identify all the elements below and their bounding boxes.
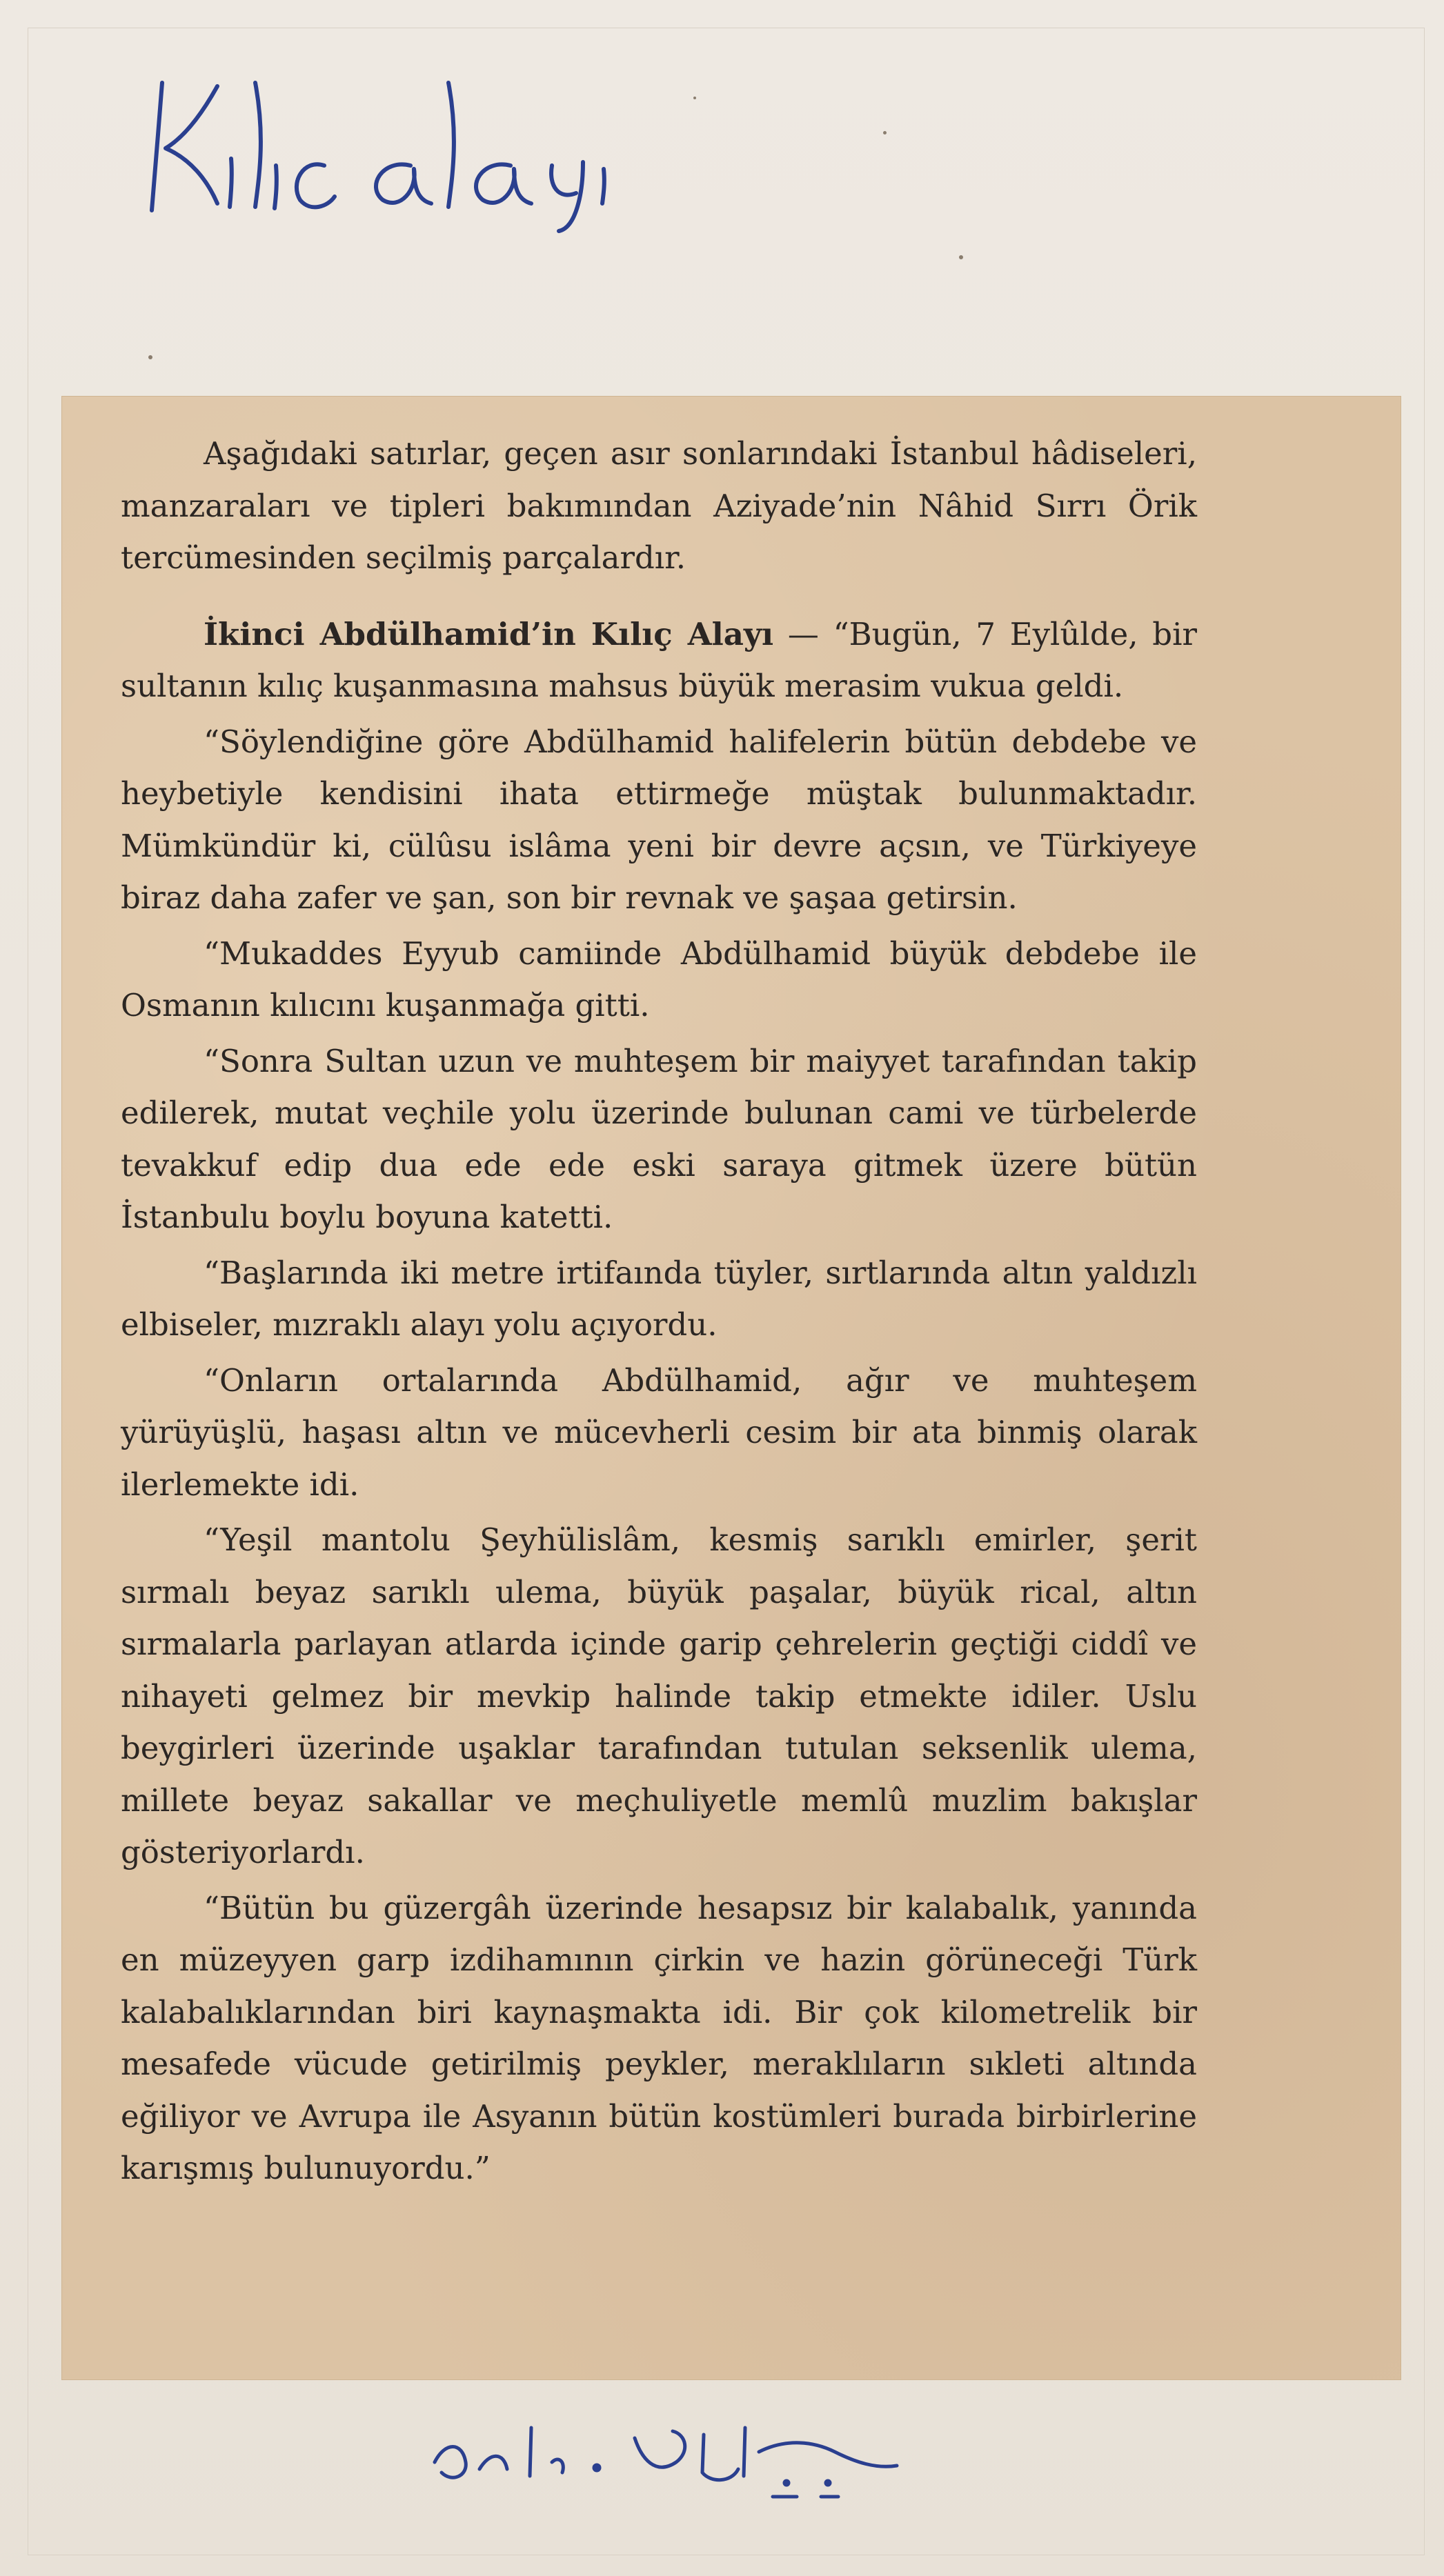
article-paragraph: “Mukaddes Eyyub camiinde Abdülhamid büyük debdebe ile Osmanın kılıcını kuşanmağa gitti.: [121, 935, 1197, 1024]
article-paragraph-1-text: — “Bugün, 7 Eylûlde, bir sultanın kılıç kuşanmasına mahsus büyük merasim vukua geldi.: [121, 615, 1197, 704]
article-paragraph: “Başlarında iki metre irtifaında tüyler, sırtlarında altın yaldızlı elbiseler, mızraklı alayı yolu açıyordu.: [121, 1254, 1197, 1343]
article-paragraph: “Bütün bu güzergâh üzerinde hesapsız bir kalabalık, yanında en müzeyyen garp izdihamının çirkin ve hazin görüneceği Türk kalabalıklarından biri kaynaşmakta idi. Bir çok kilometrelik bir mesafede vücude getirilmiş peykler, meraklıların sıkleti altında eğiliyor ve Avrupa ile Asyanın bütün kostümleri burada birbirlerine karışmış bulunuyordu.”: [121, 1889, 1197, 2186]
article-paragraph: “Söylendiğine göre Abdülhamid halifelerin bütün debdebe ve heybetiyle kendisini ihata ettirmeğe müştak bulunmaktadır. Mümkündür ki, cülûsu islâma yeni bir devre açsın, ve Türkiyeye biraz daha zafer ve şan, son bir revnak ve şaşaa getirsin.: [121, 723, 1197, 916]
article-heading: İkinci Abdülhamid’in Kılıç Alayı: [204, 615, 774, 652]
article-paragraph-1: [121, 608, 1197, 712]
scan-speck: [883, 131, 887, 134]
article-paragraph: “Sonra Sultan uzun ve muhteşem bir maiyyet tarafından takip edilerek, mutat veçhile yolu üzerinde bulunan cami ve türbelerde tevakkuf edip dua ede ede eski saraya gitmek üzere bütün İstanbulu boylu boyuna katetti.: [121, 1042, 1197, 1235]
scan-speck: [148, 355, 152, 359]
handwritten-footer-note: [414, 2386, 911, 2524]
scan-speck: [693, 97, 696, 99]
article-paragraph: “Onların ortalarında Abdülhamid, ağır ve muhteşem yürüyüşlü, haşası altın ve mücevherli cesim bir ata binmiş olarak ilerlemekte idi.: [121, 1361, 1197, 1503]
article-body: [121, 428, 1197, 2198]
article-intro: Aşağıdaki satırlar, geçen asır sonlarındaki İstanbul hâdiseleri, manzaraları ve tipleri bakımından Aziyade’nin Nâhid Sırrı Örik tercümesinden seçilmiş parçalardır.: [121, 435, 1197, 576]
handwritten-title: [135, 55, 631, 234]
article-paragraph: “Yeşil mantolu Şeyhülislâm, kesmiş sarıklı emirler, şerit sırmalı beyaz sarıklı ulema, büyük paşalar, büyük rical, altın sırmalarla parlayan atlarda içinde garip çehrelerin geçtiği ciddî ve nihayeti gelmez bir mevkip halinde takip etmekte idiler. Uslu beygirleri üzerinde uşaklar tarafından tutulan seksenlik ulema, millete beyaz sakallar ve meçhuliyetle memlû muzlim bakışlar gösteriyorlardı.: [121, 1521, 1197, 1870]
scan-speck: [959, 255, 963, 259]
